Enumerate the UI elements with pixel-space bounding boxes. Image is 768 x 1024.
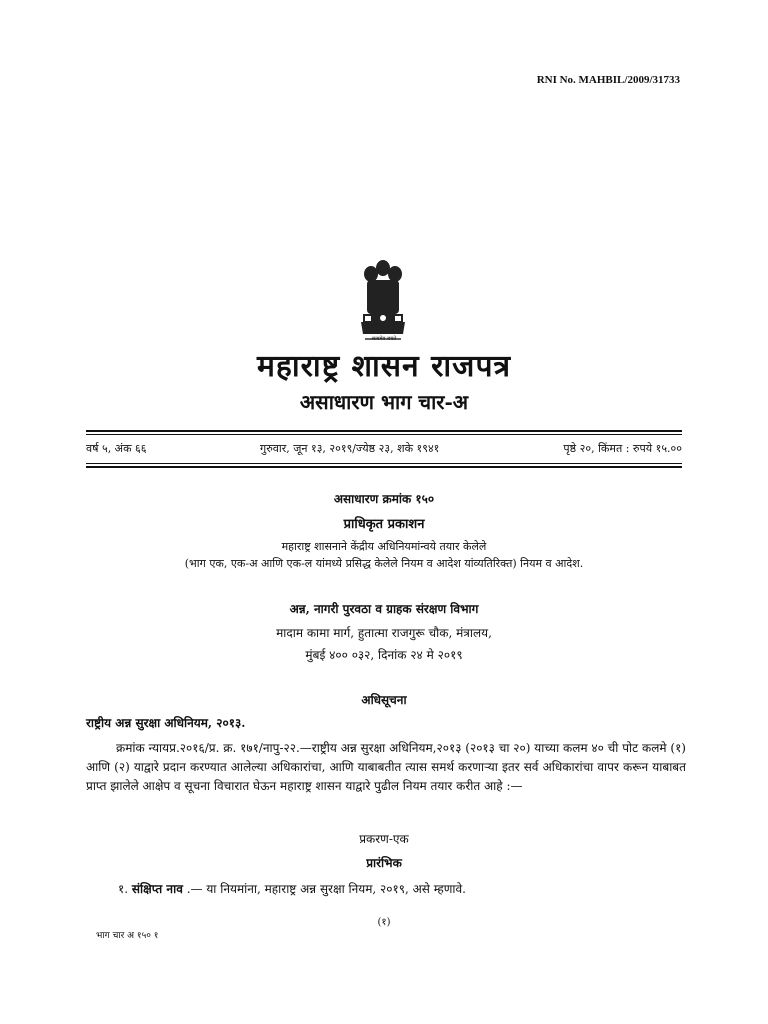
gazette-title: महाराष्ट्र शासन राजपत्र bbox=[256, 349, 512, 384]
act-title: राष्ट्रीय अन्न सुरक्षा अधिनियम, २०१३. bbox=[86, 716, 246, 730]
rule-title: संक्षिप्त नाव bbox=[131, 882, 183, 896]
extraordinary-number: असाधारण क्रमांक १५० bbox=[333, 492, 435, 506]
department-address-1: मादाम कामा मार्ग, हुतात्मा राजगुरू चौक, मंत्रालय, bbox=[276, 626, 492, 640]
notification-heading: अधिसूचना bbox=[361, 693, 407, 707]
notification-body-text: क्रमांक न्यायप्र.२०१६/प्र. क्र. १७१/नापु-२२.—राष्ट्रीय अन्न सुरक्षा अधिनियम,२०१३ (२०१३ चा २०) याच्या कलम ४० ची पोट कलमे (१) आणि (२) याद्वारे प्रदान करण्यात आलेल्या अधिकारांचा, आणि याबाबतीत त्यास समर्थ करणाऱ्या इतर सर्व अधिकारांचा वापर करून याबाबत प्राप्त झालेले आक्षेप व सूचना विचारात घेऊन महाराष्ट्र शासन याद्वारे पुढील नियम तयार करीत आहे :— bbox=[86, 741, 686, 793]
issue-date: गुरुवार, जून १३, २०१९/ज्येष्ठ २३, शके १९४१ bbox=[260, 442, 440, 455]
notice-line-1: महाराष्ट्र शासनाने केंद्रीय अधिनियमांन्वये तयार केलेले bbox=[281, 540, 487, 553]
issue-info-row bbox=[86, 441, 682, 457]
chapter-label: प्रकरण-एक bbox=[359, 832, 409, 846]
gazette-subtitle: असाधारण भाग चार-अ bbox=[299, 390, 469, 414]
department-address-2: मुंबई ४०० ०३२, दिनांक २४ मे २०१९ bbox=[305, 648, 463, 662]
authorized-publication: प्राधिकृत प्रकाशन bbox=[343, 517, 425, 532]
divider-top-thin bbox=[86, 434, 682, 435]
page-number: (१) bbox=[377, 917, 391, 928]
state-emblem-icon bbox=[357, 256, 409, 348]
part-reference: भाग चार अ १५० १ bbox=[96, 931, 159, 941]
emblem-motto: सत्यमेव जयते bbox=[371, 336, 397, 342]
notice-line-2: (भाग एक, एक-अ आणि एक-ल यांमध्ये प्रसिद्ध केलेले नियम व आदेश यांव्यतिरिक्त) नियम व आदेश. bbox=[184, 557, 584, 570]
issue-volume: वर्ष ५, अंक ६६ bbox=[86, 442, 147, 455]
notification-body bbox=[86, 739, 686, 796]
divider-mid-thin bbox=[86, 463, 682, 464]
rule-1 bbox=[118, 880, 466, 897]
department-name: अन्न, नागरी पुरवठा व ग्राहक संरक्षण विभाग bbox=[289, 602, 479, 616]
rni-number: RNI No. MAHBIL/2009/31733 bbox=[536, 74, 680, 86]
issue-pages-price: पृष्ठे २०, किंमत : रुपये १५.०० bbox=[563, 442, 682, 455]
divider-top bbox=[86, 430, 682, 432]
rule-number: १. bbox=[118, 882, 129, 896]
rule-text: .— या नियमांना, महाराष्ट्र अन्न सुरक्षा नियम, २०१९, असे म्हणावे. bbox=[186, 882, 466, 896]
divider-mid bbox=[86, 466, 682, 468]
chapter-title: प्रारंभिक bbox=[366, 856, 402, 870]
